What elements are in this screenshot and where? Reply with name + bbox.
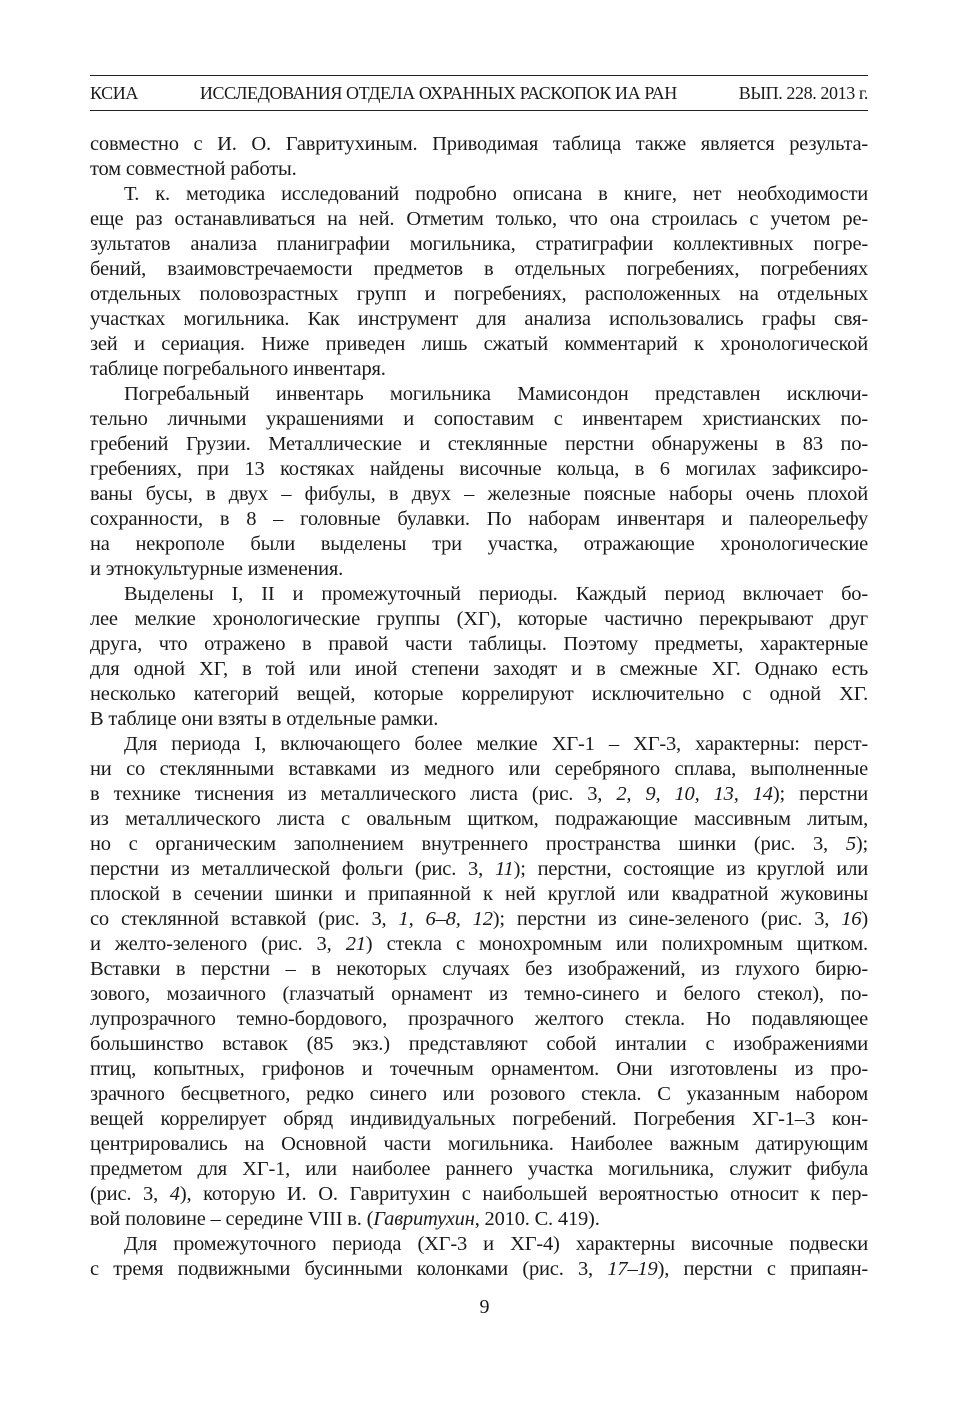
text-line: Для периода I, включающего более мелкие ХГ-1 – ХГ-3, характерны: перст- [124, 733, 868, 755]
header-title: ИССЛЕДОВАНИЯ ОТДЕЛА ОХРАННЫХ РАСКОПОК ИА РАН [199, 83, 677, 103]
paragraph [90, 1232, 868, 1282]
text-line [90, 1257, 868, 1282]
text-line: Погребальный инвентарь могильника Мамисондон представлен исключи- [124, 383, 868, 405]
italic-reference: 17–19 [607, 1258, 658, 1280]
text-line: том совместной работы. [90, 158, 297, 180]
text-segment: ) стекла с монохромным или полихромным щитком. [365, 933, 868, 955]
text-segment: с тремя подвижными бусинными колонками (рис. 3, [90, 1258, 608, 1280]
text-segment: ), которую И. О. Гавритухин с наибольшей вероятностью относит к пер- [179, 1183, 868, 1205]
text-segment: но с органическим заполнением внутреннего пространства шинки (рис. 3, [90, 833, 846, 855]
text-line: ваны бусы, в двух – фибулы, в двух – железные поясные наборы очень плохой [90, 483, 868, 505]
text-line: зей и сериация. Ниже приведен лишь сжатый комментарий к хронологической [90, 333, 868, 355]
text-line: птиц, копытных, грифонов и точечным орнаментом. Они изготовлены из про- [90, 1058, 868, 1080]
italic-reference: 2, 9, 10, 13, 14 [616, 783, 773, 805]
text-line: на некрополе были выделены три участка, отражающие хронологические [90, 533, 868, 555]
text-line: Выделены I, II и промежуточный периоды. Каждый период включает бо- [124, 583, 868, 605]
text-line: Для промежуточного периода (ХГ-3 и ХГ-4) характерны височные подвески [124, 1233, 868, 1255]
text-line: и этнокультурные изменения. [90, 558, 344, 580]
text-segment: ) [861, 908, 868, 930]
text-line [90, 907, 868, 932]
text-line: совместно с И. О. Гавритухиным. Приводимая таблица также является результа- [90, 133, 868, 155]
text-line: сохранности, в 8 – головные булавки. По наборам инвентаря и палеорельефу [90, 508, 868, 530]
text-segment: ); [855, 833, 868, 855]
text-line: еще раз останавливаться на ней. Отметим только, что она строилась с учетом ре- [90, 208, 868, 230]
header-journal: КСИА [90, 83, 138, 103]
italic-reference: 21 [345, 933, 366, 955]
text-line [90, 1207, 868, 1232]
text-segment: со стеклянной вставкой (рис. 3, [90, 908, 399, 930]
text-segment: , 2010. С. 419). [474, 1208, 600, 1230]
text-line: зультатов анализа планиграфии могильника, стратиграфии коллективных погре- [90, 233, 868, 255]
text-line: из металлического листа с овальным щитком, подражающие массивным литым, [90, 808, 868, 830]
text-line: зрачного бесцветного, редко синего или розового стекла. С указанным набором [90, 1083, 868, 1105]
paragraph [90, 582, 868, 732]
text-segment: (рис. 3, [90, 1183, 170, 1205]
text-line: несколько категорий вещей, которые коррелируют исключительно с одной ХГ. [90, 683, 868, 705]
text-line: предметом для ХГ-1, или наиболее раннего участка могильника, служит фибула [90, 1158, 868, 1180]
text-line: таблице погребального инвентаря. [90, 358, 386, 380]
text-line: Вставки в перстни – в некоторых случаях без изображений, из глухого бирю- [90, 958, 868, 980]
text-segment: ); перстни, состоящие из круглой или [513, 858, 868, 880]
text-line [90, 1182, 868, 1207]
text-line: ни со стеклянными вставками из медного или серебряного сплава, выполненные [90, 758, 868, 780]
paragraph [90, 182, 868, 382]
text-line: вещей коррелирует обряд индивидуальных погребений. Погребения ХГ-1–3 кон- [90, 1108, 868, 1130]
text-line: участках могильника. Как инструмент для анализа использовались графы свя- [90, 308, 868, 330]
text-line: гребениях, при 13 костяках найдены височные кольца, в 6 могилах зафиксиро- [90, 458, 868, 480]
italic-reference: 11 [494, 858, 514, 880]
text-line: центрировались на Основной части могильника. Наиболее важным датирующим [90, 1133, 868, 1155]
header-top-rule [90, 75, 868, 76]
text-line: гребений Грузии. Металлические и стеклянные перстни обнаружены в 83 по- [90, 433, 868, 455]
header-bottom-rule [90, 110, 868, 111]
text-line: бений, взаимовстречаемости предметов в отдельных погребениях, погребениях [90, 258, 868, 280]
body-text [90, 132, 868, 1282]
italic-reference: 16 [841, 908, 862, 930]
italic-reference: Гавритухин [373, 1208, 475, 1230]
text-segment: ), перстни с припаян- [657, 1258, 868, 1280]
text-line: В таблице они взяты в отдельные рамки. [90, 708, 439, 730]
text-line: тельно личными украшениями и сопоставим с инвентарем христианских по- [90, 408, 868, 430]
running-header [90, 83, 868, 104]
text-segment: и желто-зеленого (рис. 3, [90, 933, 346, 955]
text-line: большинство вставок (85 экз.) представляют собой инталии с изображениями [90, 1033, 868, 1055]
paragraph [90, 382, 868, 582]
text-line: отдельных половозрастных групп и погребениях, расположенных на отдельных [90, 283, 868, 305]
italic-reference: 1, 6–8, 12 [398, 908, 493, 930]
text-segment: в технике тиснения из металлического листа (рис. 3, [90, 783, 617, 805]
text-segment: ); перстни из сине-зеленого (рис. 3, [492, 908, 842, 930]
italic-reference: 4 [169, 1183, 180, 1205]
text-line [90, 832, 868, 857]
text-line [90, 857, 868, 882]
text-line: лупрозрачного темно-бордового, прозрачного желтого стекла. Но подавляющее [90, 1008, 868, 1030]
paragraph [90, 732, 868, 1232]
text-segment: перстни из металлической фольги (рис. 3, [90, 858, 495, 880]
page-number: 9 [479, 1296, 490, 1318]
text-segment: вой половине – середине VIII в. ( [90, 1208, 374, 1230]
text-line: зового, мозаичного (глазчатый орнамент из темно-синего и белого стекол), по- [90, 983, 868, 1005]
paragraph [90, 132, 868, 182]
text-line: друга, что отражено в правой части таблицы. Поэтому предметы, характерные [90, 633, 868, 655]
italic-reference: 5 [845, 833, 856, 855]
text-line: лее мелкие хронологические группы (ХГ), которые частично перекрывают друг [90, 608, 868, 630]
text-line: плоской в сечении шинки и припаянной к ней круглой или квадратной жуковины [90, 883, 868, 905]
text-line [90, 932, 868, 957]
header-issue: ВЫП. 228. 2013 г. [738, 83, 868, 103]
text-line [90, 782, 868, 807]
text-line: для одной ХГ, в той или иной степени заходят и в смежные ХГ. Однако есть [90, 658, 868, 680]
text-segment: ); перстни [772, 783, 868, 805]
text-line: Т. к. методика исследований подробно описана в книге, нет необходимости [124, 183, 868, 205]
